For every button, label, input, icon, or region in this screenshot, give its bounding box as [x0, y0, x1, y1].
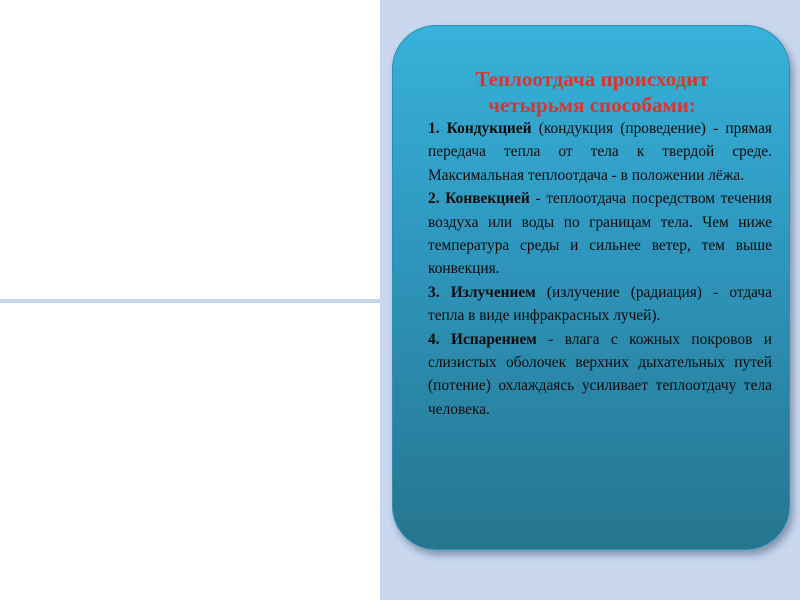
card-title-line: четырьмя способами: [488, 93, 696, 117]
item-term: Кондукцией [446, 120, 532, 137]
list-item-conduction [428, 117, 772, 187]
card-title-line: Теплоотдача происходит [475, 67, 709, 91]
item-text: (излучение (радиация) - отдача тепла в виде инфракрасных лучей). [428, 283, 772, 325]
item-term: Конвекцией [445, 190, 530, 208]
item-number: 2. [428, 190, 440, 208]
item-term: Испарением [450, 330, 537, 348]
list-item-evaporation [428, 328, 772, 422]
list-item-radiation [428, 281, 772, 328]
item-term: Излучением [450, 283, 536, 301]
item-number: 1. [428, 120, 440, 137]
item-text: - влага с кожных покровов и слизистых оболочек верхних дыхательных путей (потение) охлаждаясь усиливает теплоотдачу тела человека. [428, 330, 772, 418]
item-text: (кондукция (проведение) - прямая передача тепла от тела к твердой среде. Максимальная теплоотдача - в положении лёжа. [428, 120, 772, 184]
left-divider-line [0, 299, 380, 303]
card-title [393, 66, 791, 118]
item-text: - теплоотдача посредством течения воздуха или воды по границам тела. Чем ниже температура среды и сильнее ветер, тем выше конвекция. [428, 190, 772, 278]
card-body [428, 117, 772, 421]
list-item-convection [428, 187, 772, 281]
item-number: 3. [428, 283, 440, 301]
item-number: 4. [428, 330, 440, 348]
